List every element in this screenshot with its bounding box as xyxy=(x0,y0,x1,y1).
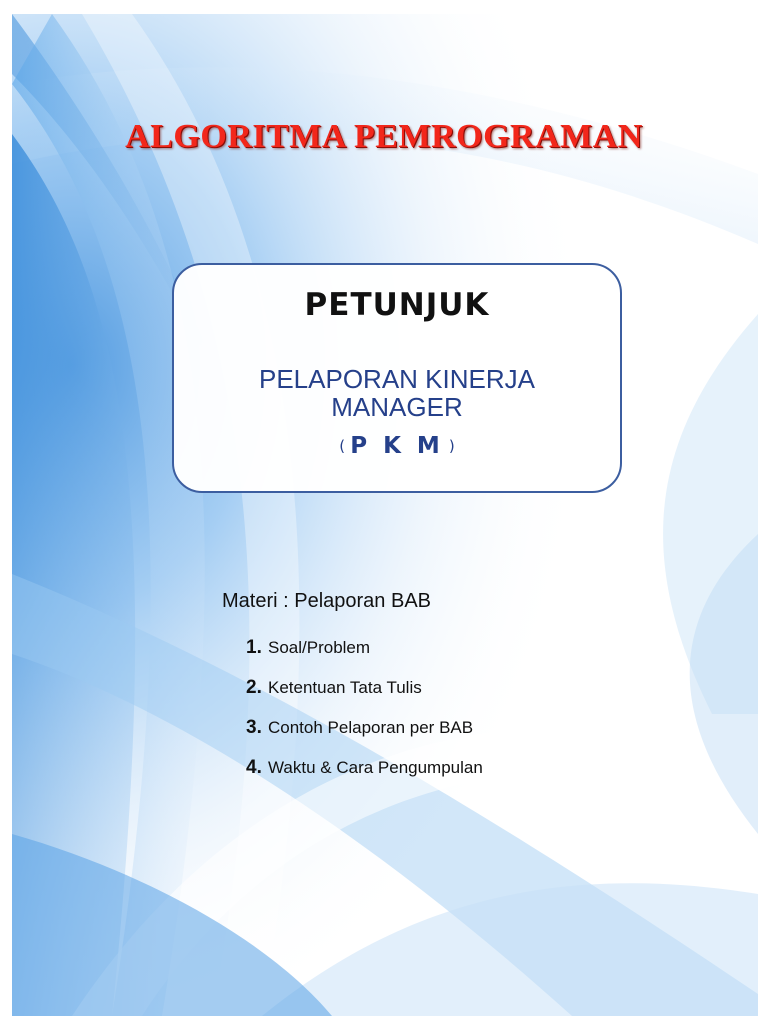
list-item xyxy=(246,748,483,788)
list-text: Waktu & Cara Pengumpulan xyxy=(268,758,483,777)
abbr-open-paren: ( xyxy=(339,437,346,455)
list-item xyxy=(246,668,483,708)
cover-page xyxy=(12,14,758,1016)
title-box xyxy=(172,263,622,493)
materi-value: Pelaporan BAB xyxy=(294,590,432,612)
box-abbreviation xyxy=(174,433,620,459)
list-number: 1. xyxy=(246,637,262,658)
abbr-close-paren: ) xyxy=(448,437,455,455)
materi-label: Materi xyxy=(222,590,278,612)
list-item xyxy=(246,708,483,748)
list-item xyxy=(246,628,483,668)
box-heading: PETUNJUK xyxy=(304,287,490,323)
materi-line xyxy=(222,590,431,613)
document-title: ALGORITMA PEMROGRAMAN xyxy=(125,118,643,155)
box-subtitle xyxy=(174,365,620,421)
blue-swoosh-background xyxy=(12,14,758,1016)
abbr-text: P K M xyxy=(350,433,444,459)
list-number: 2. xyxy=(246,677,262,698)
materi-separator: : xyxy=(277,590,295,612)
list-number: 3. xyxy=(246,717,262,738)
list-text: Soal/Problem xyxy=(268,638,371,657)
subtitle-line-1: PELAPORAN KINERJA xyxy=(259,364,535,394)
list-number: 4. xyxy=(246,757,262,778)
materi-list xyxy=(246,628,483,788)
list-text: Ketentuan Tata Tulis xyxy=(268,678,422,697)
subtitle-line-2: MANAGER xyxy=(331,392,463,422)
list-text: Contoh Pelaporan per BAB xyxy=(268,718,474,737)
